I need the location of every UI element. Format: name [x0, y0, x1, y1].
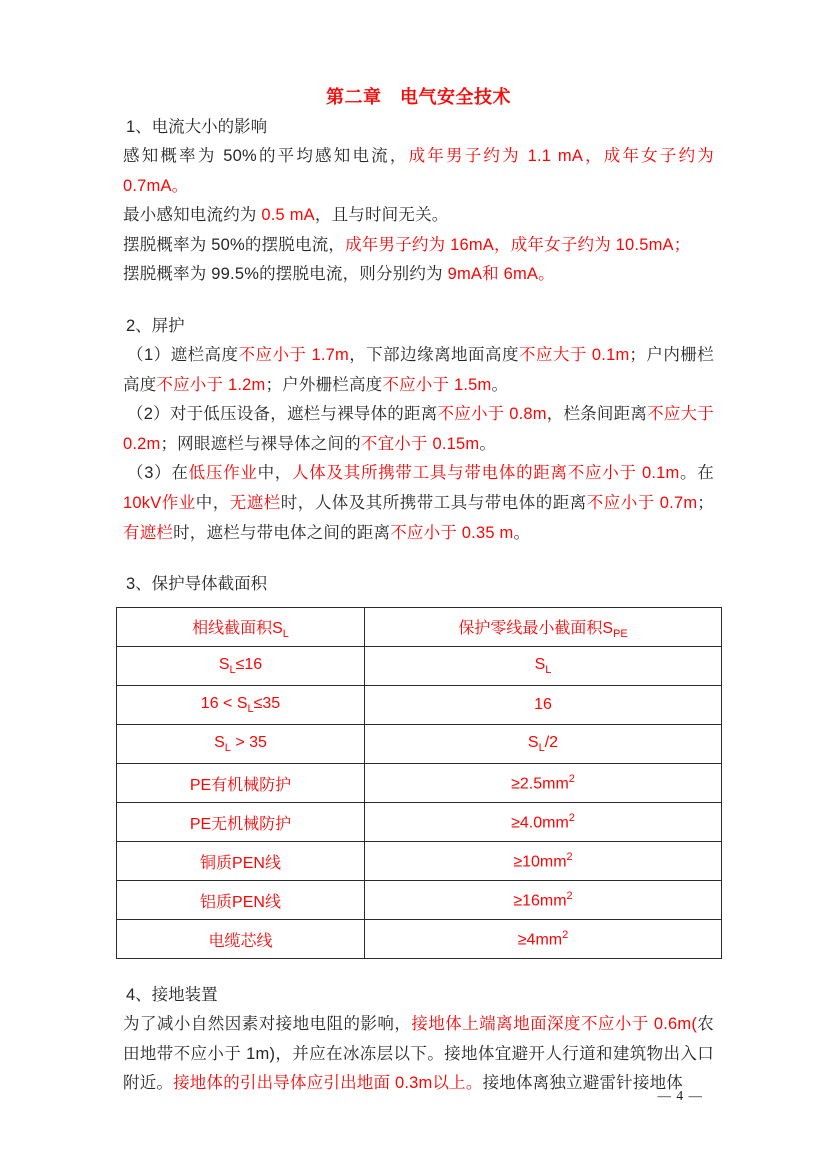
subscript: L [545, 664, 552, 677]
text-run: 有遮栏 [123, 523, 174, 542]
section-heading: 1、电流大小的影响 [126, 118, 268, 136]
table-header-row [117, 608, 722, 647]
subscript: L [247, 703, 254, 716]
table-cell: $\ge 2.5mm^2$ [365, 764, 722, 803]
subscript: L [224, 742, 231, 755]
table-header-cell: 相线截面积$S_L$ [117, 608, 365, 647]
paragraph [123, 341, 714, 400]
text-run: ； [697, 493, 714, 512]
paragraph [123, 142, 714, 201]
superscript: 2 [568, 811, 575, 824]
text-run: 不应小于 0.8m [437, 405, 547, 424]
table-row [117, 803, 722, 842]
protective-conductor-table [116, 607, 722, 959]
text-run: 9mA和 6mA。 [447, 265, 555, 284]
text-run: 中， [195, 493, 230, 512]
table-cell: $S_L > 35$ [117, 725, 365, 764]
text-run: 摆脱概率为 50%的摆脱电流， [123, 235, 346, 254]
text-run: 成年男子约为 1.1 mA，成年女子约为 0.7mA。 [123, 147, 714, 195]
table-cell: $S_L/2$ [365, 725, 722, 764]
page-number: — 4 — [657, 1088, 703, 1103]
text-run: 。 [479, 434, 497, 453]
paragraph [123, 260, 714, 290]
table-cell: 16 [365, 686, 722, 725]
document-body [123, 112, 714, 1099]
text-run: ，下部边缘离地面高度 [348, 345, 519, 364]
superscript: 2 [566, 889, 573, 902]
text-run: 不应大于 0.1m [518, 345, 630, 364]
text-run: （1）遮栏高度 [127, 345, 239, 364]
table-cell: $\ge 10mm^2$ [365, 842, 722, 881]
table-row [117, 647, 722, 686]
text-run: 接地体离独立避雷针接地体 [482, 1074, 683, 1093]
table-row [117, 686, 722, 725]
text-run: 。 [513, 523, 531, 542]
section-3 [123, 569, 714, 959]
superscript: 2 [566, 850, 573, 863]
text-run: 感知概率为 50%的平均感知电流， [123, 147, 409, 165]
text-run: 0.5 mA [261, 206, 315, 225]
text-run: 不应小于 0.35 m [390, 523, 514, 542]
text-run: 不宜小于 0.15m [360, 434, 480, 453]
table-cell: 铝质PEN线 [117, 881, 365, 920]
text-run: 时，人体及其所携带工具与带电体的距离 [280, 493, 587, 512]
table-cell: PE无机械防护 [117, 803, 365, 842]
text-run: （3）在 [127, 464, 189, 483]
subscript: L [538, 742, 545, 755]
text-run: （2）对于低压设备，遮栏与裸导体的距离 [127, 405, 438, 424]
text-run: 摆脱概率为 99.5%的摆脱电流，则分别约为 [123, 265, 448, 284]
table-row [117, 842, 722, 881]
table-cell: $16 < S_L\le 35$ [117, 686, 365, 725]
table-row [117, 725, 722, 764]
text-run: 无遮栏 [229, 493, 281, 512]
text-run: 为了减小自然因素对接地电阻的影响， [123, 1015, 412, 1034]
section-4 [123, 980, 714, 1099]
table-cell: 电缆芯线 [117, 920, 365, 959]
text-run: 接地体的引出导体应引出地面 0.3m以上。 [173, 1074, 483, 1093]
subscript: L [229, 664, 236, 677]
text-run: 低压作业 [188, 464, 258, 483]
text-run: 最小感知电流约为 [123, 206, 262, 225]
table-cell: $\ge 4mm^2$ [365, 920, 722, 959]
paragraph [123, 459, 714, 548]
text-run: 农田地带不应小于 1m)，并应在冰冻层以下。接地体宜避开人行道和建筑物出入口附近。 [123, 1015, 714, 1093]
text-run: 成年男子约为 16mA，成年女子约为 10.5mA； [345, 235, 691, 254]
text-run: ；户内栅栏高度 [123, 345, 714, 394]
paragraph [123, 1010, 714, 1099]
text-run: ；户外栅栏高度 [265, 375, 383, 394]
text-run: 不应小于 1.5m [382, 375, 492, 394]
superscript: 2 [562, 928, 569, 941]
text-run: 。 [491, 375, 509, 394]
table-row [117, 764, 722, 803]
table-cell: PE有机械防护 [117, 764, 365, 803]
text-run: 10kV作业 [123, 493, 196, 512]
text-run: 。在 [679, 464, 714, 483]
table-cell: 铜质PEN线 [117, 842, 365, 881]
subscript: L [282, 627, 289, 640]
text-run: 中， [257, 464, 293, 483]
table-cell: $\ge 4.0mm^2$ [365, 803, 722, 842]
section-heading: 2、屏护 [126, 316, 185, 335]
text-run: 不应小于 1.7m [238, 345, 349, 364]
subscript: PE [613, 627, 628, 640]
table-cell: $\ge 16mm^2$ [365, 881, 722, 920]
text-run: 不应小于 0.7m [586, 493, 698, 512]
paragraph [123, 400, 714, 459]
table-row [117, 920, 722, 959]
section-1 [123, 112, 714, 290]
text-run: 接地体上端离地面深度不应小于 0.6m( [411, 1015, 698, 1034]
table-header-cell: 保护零线最小截面积$S_{PE}$ [365, 608, 722, 647]
page-title: 第二章 电气安全技术 [326, 87, 511, 107]
text-run: 不应小于 1.2m [156, 375, 266, 394]
text-run: ；网眼遮栏与裸导体之间的 [160, 434, 361, 453]
table-cell: $S_L$ [365, 647, 722, 686]
table-row [117, 881, 722, 920]
section-2 [123, 311, 714, 548]
table-cell: $S_L\le 16$ [117, 647, 365, 686]
text-run: 时，遮栏与带电体之间的距离 [173, 523, 391, 542]
section-heading: 3、保护导体截面积 [126, 575, 268, 594]
text-run: ，且与时间无关。 [314, 206, 449, 225]
text-run: 人体及其所携带工具与带电体的距离不应小于 0.1m [292, 464, 680, 483]
paragraph [123, 231, 714, 261]
section-heading: 4、接地装置 [126, 986, 218, 1005]
text-run: ，栏条间距离 [546, 405, 648, 424]
paragraph [123, 201, 714, 231]
text-run: 不应大于 0.2m [123, 405, 714, 453]
superscript: 2 [568, 772, 575, 785]
